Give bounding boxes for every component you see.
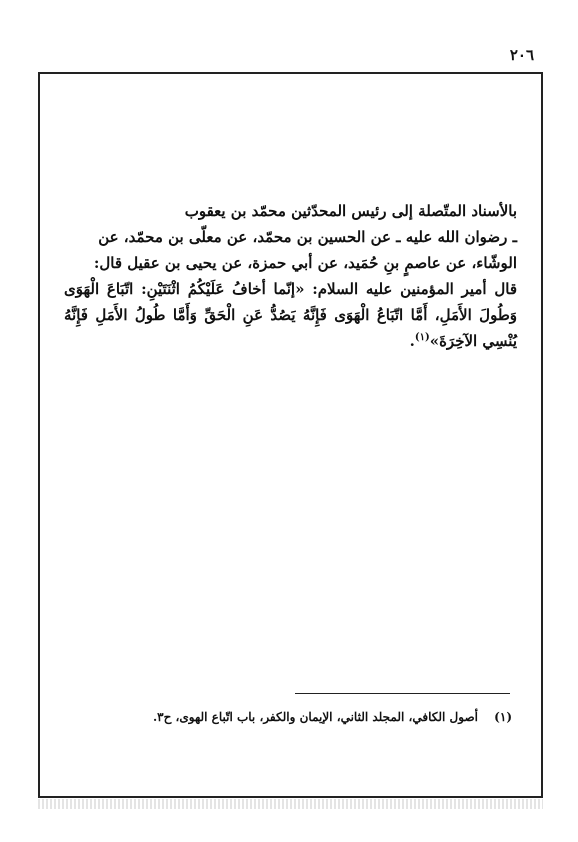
page-number: ٢٠٦ <box>509 46 534 64</box>
footnote-text: أصول الكافي، المجلد الثاني، الإيمان والكفر، باب اتّباع الهوى، ح٣. <box>152 710 478 724</box>
text-line-2: ـ رضوان الله عليه ـ عن الحسين بن محمّد، عن معلّى بن محمّد، عن <box>98 228 517 246</box>
hadith-quote: «إنّما أخافُ عَلَيْكُمُ اثْنَتَيْنِ: اتّبَاعَ الْهَوَى وَطُولَ الأَمَلِ، أَمَّا اتّبَاعُ الْهَوَى فَإِنَّهُ يَصُدُّ عَنِ الْحَقِّ وَأَمَّا طُولُ الأَمَلِ فَإِنَّهُ يُنْسِي الآخِرَةَ» <box>64 280 517 350</box>
footnote-divider <box>295 693 510 694</box>
page-frame <box>38 72 543 798</box>
sentence-end: . <box>409 332 415 350</box>
footnote-number: (١) <box>494 710 512 724</box>
hadith-paragraph <box>64 276 517 354</box>
footnote <box>72 708 512 726</box>
hadith-intro: قال أمير المؤمنين عليه السلام: <box>304 280 517 298</box>
text-line-1: بالأسناد المتّصلة إلى رئيس المحدّثين محمّد بن يعقوب <box>184 202 517 220</box>
scan-artifact-strip <box>38 799 543 809</box>
footnote-reference: (١) <box>414 332 430 343</box>
text-line-3: الوشّاء، عن عاصمٍ بنِ حُمَيد، عن أبي حمزة، عن يحيى بن عقيل قال: <box>93 254 517 272</box>
main-text <box>64 198 517 354</box>
